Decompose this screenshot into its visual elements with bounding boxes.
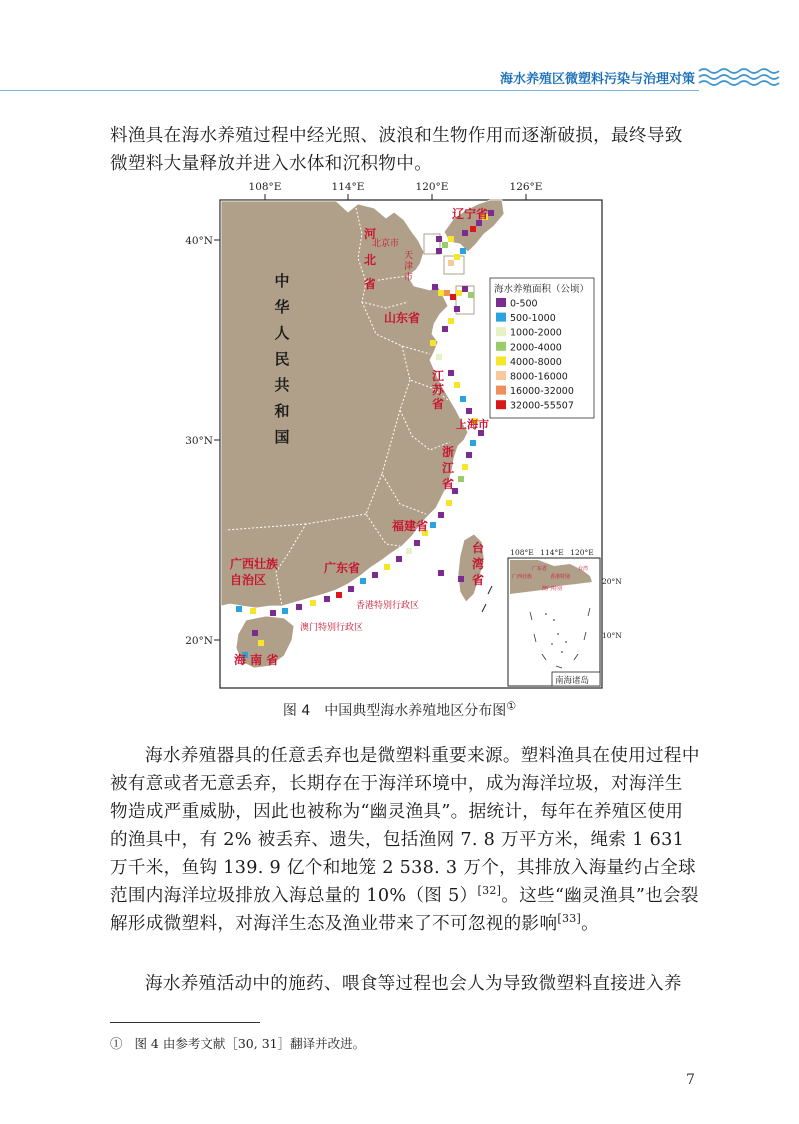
legend-title: 海水养殖面积（公顷） [494,284,590,295]
label-hebei-2: 北 [364,253,377,267]
paragraph-2 [110,742,700,938]
label-taiwan-2: 湾 [472,557,485,571]
citation-32: [32] [477,884,502,898]
legend-label: 1000-2000 [510,327,562,339]
legend-swatch [496,298,506,307]
label-shanghai: 上海市 [456,418,489,431]
lon-label-108: 108°E [248,181,282,193]
label-tianjin-1: 天 [404,251,414,261]
country-label-char-6: 和 [274,402,290,420]
lon-label-114: 114°E [331,181,365,193]
inset-lat-20: 20°N [602,577,622,586]
running-header-title: 海水养殖区微塑料污染与治理对策 [499,72,695,87]
country-label-char-7: 国 [274,428,290,446]
label-zhejiang-1: 浙 [442,445,455,459]
label-hongkong: 香港特别行政区 [356,601,420,611]
footnote-text: 图 4 由参考文献［30, 31］翻译并改进。 [134,1036,366,1051]
label-beijing: 北京市 [372,239,400,249]
country-label-char-1: 中 [274,272,290,290]
inset-lon-108: 108°E [510,548,534,557]
citation-33: [33] [557,912,582,926]
label-guangxi-2: 自治区 [230,573,267,587]
lon-label-126: 126°E [509,181,543,193]
label-zhejiang-2: 江 [442,461,455,475]
legend-swatch [496,342,506,351]
label-hebei-1: 河 [364,227,377,241]
inset-label-guangdong: 广东省 [532,566,548,572]
legend-label: 0-500 [510,298,538,310]
legend-swatch [496,371,506,380]
inset-lon-114: 114°E [540,548,564,557]
inset-label-hongkong: 香港特别 [550,574,571,580]
legend-swatch [496,400,506,409]
footnote-mark: ① [110,1036,123,1051]
legend-swatch [496,386,506,395]
lat-label-30: 30°N [185,435,213,447]
footnote-divider [110,1022,260,1023]
map-legend [490,278,594,418]
paragraph-2-part-c: 。 [581,914,600,934]
inset-label: 南海诸岛 [555,676,590,686]
header-divider [0,90,699,91]
lat-label-20: 20°N [185,635,213,647]
legend-label: 32000-55507 [510,400,574,412]
label-zhejiang-3: 省 [442,477,455,491]
label-jiangsu-3: 省 [432,397,445,411]
lon-label-120: 120°E [415,181,449,193]
paragraph-3: 海水养殖活动中的施药、喂食等过程也会人为导致微塑料直接进入养 [145,974,682,994]
label-guangxi-1: 广西壮族 [230,557,279,571]
paragraph-1: 料渔具在海水养殖过程中经光照、波浪和生物作用而逐渐破损，最终导致微塑料大量释放并进入水体和沉积物中。 [110,126,683,174]
aquaculture-distribution-map [185,174,622,694]
inset-label-macau: 澳门特别 [542,586,563,592]
footnote [110,1034,365,1052]
legend-swatch [496,356,506,365]
legend-label: 8000-16000 [510,371,568,383]
page-number: 7 [686,1072,695,1088]
legend-swatch [496,327,506,336]
label-guangdong: 广东省 [324,561,361,575]
inset-label-taiwan: 台湾 [578,566,589,572]
paragraph-2-part-b: 。这些“幽灵渔具”也会裂解形成微塑料，对海洋生态及渔业带来了不可忽视的影响 [110,886,699,934]
label-fujian: 福建省 [392,519,429,533]
legend-swatch [496,313,506,322]
running-header [0,64,799,94]
legend-label: 4000-8000 [510,356,562,368]
inset-label-guangxi: 广西壮族 [512,574,533,580]
country-label-char-5: 共 [274,376,290,394]
legend-label: 2000-4000 [510,342,562,354]
legend-label: 16000-32000 [510,386,574,398]
inset-lon-120: 120°E [570,548,594,557]
inset-lat-10: 10°N [602,631,622,640]
country-label-char-2: 华 [274,298,290,316]
south-china-sea-inset [508,548,622,686]
label-tianjin-3: 市 [404,273,414,283]
figure-caption-mark: ① [506,699,517,713]
country-label-char-4: 民 [274,350,290,368]
label-taiwan-3: 省 [472,573,485,587]
figure-caption-text: 图 4 中国典型海水养殖地区分布图 [282,703,507,719]
figure-caption [0,700,799,720]
label-hainan: 海 南 省 [234,653,279,667]
waves-icon [697,66,785,90]
label-macau: 澳门特别行政区 [300,623,364,633]
label-tianjin-2: 津 [404,262,414,272]
lat-label-40: 40°N [185,235,213,247]
paragraph-2-part-a: 海水养殖器具的任意丢弃也是微塑料重要来源。塑料渔具在使用过程中被有意或者无意丢弃，长期存在于海洋环境中，成为海洋垃圾，对海洋生物造成严重威胁，因此也被称为“幽灵渔具”。据统计，每年在养殖区使用的渔具中，有 2% 被丢弃、遗失，包括渔网 7. 8 万平方米，绳索 1 631 万千米，鱼钩 139. 9 亿个和地笼 2 538. 3 万个，其排放入海量约占全球范围内海洋垃圾排放入海总量的 10%（图 5） [110,746,700,906]
label-jiangsu-2: 苏 [432,383,445,397]
legend-label: 500-1000 [510,313,556,325]
label-shandong: 山东省 [384,311,421,325]
country-label-char-3: 人 [274,324,290,342]
label-taiwan-1: 台 [472,541,485,555]
label-jiangsu-1: 江 [432,369,445,383]
label-liaoning: 辽宁省 [452,207,489,221]
label-hebei-3: 省 [364,277,377,291]
